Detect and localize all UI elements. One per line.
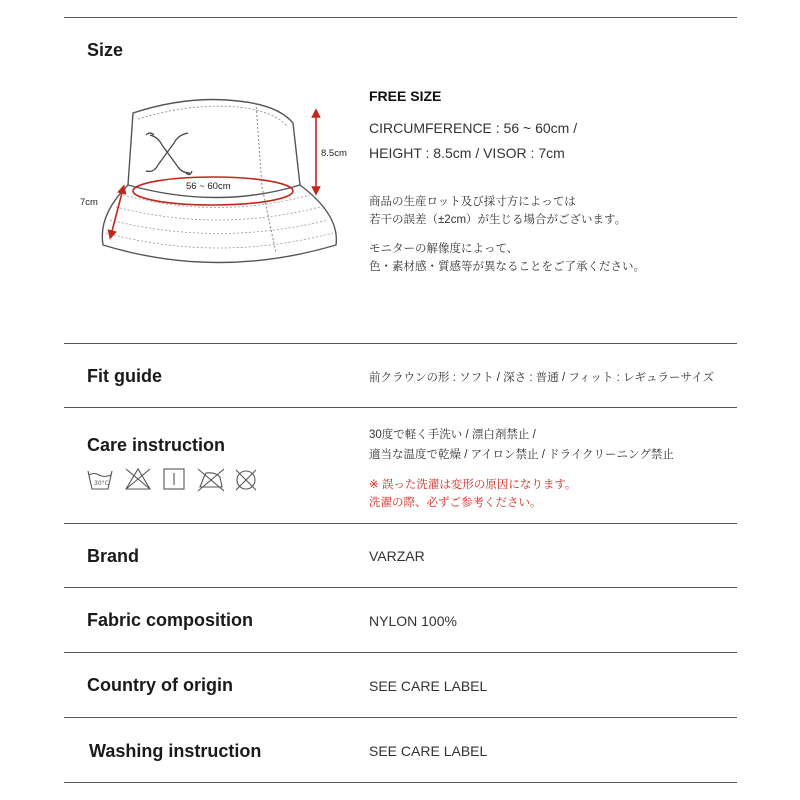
care-line-2: 適当な温度で乾燥 / アイロン禁止 / ドライクリーニング禁止	[369, 449, 674, 461]
care-warning-2: 洗濯の際、必ずご参考ください。	[369, 497, 542, 509]
size-note-2a: モニターの解像度によって、	[369, 243, 519, 255]
hat-diagram	[78, 85, 358, 275]
circumference-label: 56 ~ 60cm	[186, 181, 231, 192]
size-circumference: CIRCUMFERENCE : 56 ~ 60cm /	[369, 120, 578, 136]
visor-label: 7cm	[80, 197, 98, 208]
divider-top	[64, 17, 737, 18]
divider-fit-care	[64, 407, 737, 408]
size-note-1b: 若干の誤差（±2cm）が生じる場合がございます。	[369, 214, 627, 226]
size-heading: Size	[87, 40, 124, 60]
washing-value: SEE CARE LABEL	[369, 743, 488, 759]
free-size-title: FREE SIZE	[369, 88, 442, 104]
height-label: 8.5cm	[321, 148, 347, 159]
divider-size-fit	[64, 343, 737, 344]
fabric-heading: Fabric composition	[87, 610, 254, 630]
fit-value: 前クラウンの形 : ソフト / 深さ : 普通 / フィット : レギュラーサイズ	[369, 372, 715, 384]
no-iron-icon	[198, 469, 224, 491]
care-icons	[86, 465, 266, 495]
divider-care-brand	[64, 523, 737, 524]
hand-wash-30-icon	[88, 471, 112, 489]
fit-heading: Fit guide	[87, 366, 162, 386]
divider-bottom	[64, 782, 737, 783]
no-bleach-icon	[126, 469, 150, 489]
no-dry-clean-icon	[236, 470, 256, 490]
size-note-1a: 商品の生産ロット及び採寸方によっては	[369, 196, 576, 208]
fabric-value: NYLON 100%	[369, 613, 457, 629]
svg-text:30°C: 30°C	[94, 480, 109, 487]
origin-value: SEE CARE LABEL	[369, 678, 488, 694]
tumble-dry-icon	[164, 469, 184, 489]
bucket-hat-illustration	[78, 85, 358, 275]
origin-heading: Country of origin	[87, 675, 233, 695]
washing-heading: Washing instruction	[89, 741, 262, 761]
brand-value: VARZAR	[369, 548, 425, 564]
brand-heading: Brand	[87, 546, 140, 566]
divider-brand-fabric	[64, 587, 737, 588]
care-line-1: 30度で軽く手洗い / 漂白剤禁止 /	[369, 429, 536, 441]
logo-x-icon	[146, 133, 192, 175]
divider-origin-washing	[64, 717, 737, 718]
size-note-2b: 色・素材感・質感等が異なることをご了承ください。	[369, 261, 645, 273]
care-warning-1: ※ 誤った洗濯は変形の原因になります。	[369, 479, 577, 491]
size-height-visor: HEIGHT : 8.5cm / VISOR : 7cm	[369, 145, 565, 161]
divider-fabric-origin	[64, 652, 737, 653]
care-heading: Care instruction	[87, 435, 226, 455]
